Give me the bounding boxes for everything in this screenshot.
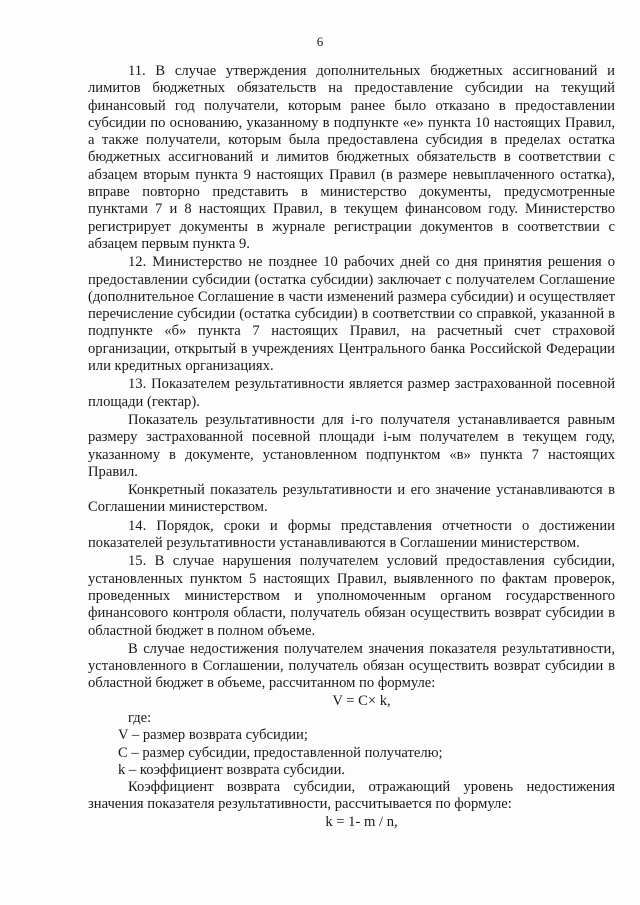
paragraph-12: 12. Министерство не позднее 10 рабочих дней со дня принятия решения о предоставлении субсидии (остатка субсидии) заключает с получателем Соглашение (дополнительное Соглашение в части изменений размера субсидии) и осуществляет перечисление субсидии (остатка субсидии) в соответствии со справкой, указанной в подпункте «б» пункта 7 настоящих Правил, на расчетный счет страховой организации, открытый в учреждениях Центрального банка Российской Федерации или кредитных организациях. <box>88 254 615 375</box>
paragraph-15-shortfall: В случае недостижения получателем значения показателя результативности, установленного в Соглашении, получатель обязан осуществить возврат субсидии в областной бюджет в объеме, рассчитанном по формуле: <box>88 640 615 692</box>
paragraph-11: 11. В случае утверждения дополнительных бюджетных ассигнований и лимитов бюджетных обязательств на предоставление субсидии на текущий финансовый год получатели, которым ранее было отказано в предоставлении субсидии по основанию, указанному в подпункте «е» пункта 10 настоящих Правил, а также получатели, которым была предоставлена субсидия в пределах остатка бюджетных ассигнований и лимитов бюджетных обязательств в соответствии с абзацем вторым пункта 9 настоящих Правил (в размере невыплаченного остатка), вправе повторно представить в министерство документы, предусмотренные пунктами 7 и 8 настоящих Правил, в текущем финансовом году. Министерство регистрирует документы в журнале регистрации документов в соответствии с абзацем первым пункта 9. <box>88 63 615 252</box>
variable-c: C – размер субсидии, предоставленной получателю; <box>118 744 443 761</box>
formula-coefficient: k = 1- m / n, <box>325 813 398 830</box>
paragraph-13-indicator: Показатель результативности для i-го получателя устанавливается равным размеру застрахованной посевной площади i-ым получателем в текущем году, указанному в документе, установленном подпунктом «в» пункта 7 настоящих Правил. <box>88 411 615 480</box>
paragraph-15-coefficient: Коэффициент возврата субсидии, отражающий уровень недостижения значения показателя результативности, рассчитывается по формуле: <box>88 779 615 813</box>
paragraph-13-value: Конкретный показатель результативности и его значение устанавливаются в Соглашении министерством. <box>88 482 615 516</box>
formula-return-amount: V = C× k, <box>332 692 391 709</box>
document-body <box>88 63 615 831</box>
where-label: где: <box>128 709 152 726</box>
paragraph-15: 15. В случае нарушения получателем условий предоставления субсидии, установленных пунктом 5 настоящих Правил, выявленного по фактам проверок, проведенных министерством и уполномоченным органом государственного финансового контроля области, получатель обязан осуществить возврат субсидии в областной бюджет в полном объеме. <box>88 553 615 639</box>
paragraph-14: 14. Порядок, сроки и формы представления отчетности о достижении показателей результативности устанавливаются в Соглашении министерством. <box>88 517 615 552</box>
variable-k: k – коэффициент возврата субсидии. <box>118 761 346 778</box>
variable-v: V – размер возврата субсидии; <box>118 727 308 744</box>
paragraph-13: 13. Показателем результативности является размер застрахованной посевной площади (гектар). <box>88 376 615 410</box>
page-number: 6 <box>316 34 324 49</box>
